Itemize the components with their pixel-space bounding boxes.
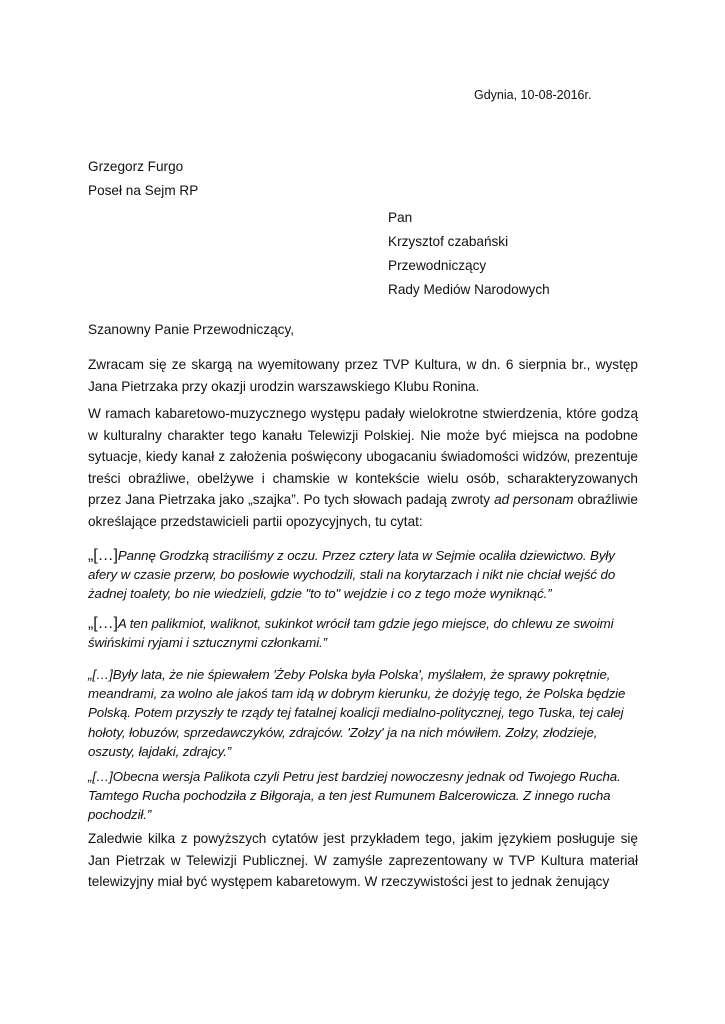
paragraph-conclusion: Zaledwie kilka z powyższych cytatów jest przykładem tego, jakim językiem posługuje się Jan Pietrzak w Telewizji Publicznej. W zamyśle zaprezentowany w TVP Kultura materiał telewizyjny miał być występem kabaretowym. W rzeczywistości jest to jednak żenujący <box>88 831 638 889</box>
paragraph-context-text-b: obraźliwie określające przedstawicieli partii opozycyjnych, tu cytat: <box>88 492 638 529</box>
quote-1-text: Pannę Grodzką straciliśmy z oczu. Przez cztery lata w Sejmie ocaliła dziewictwo. Były afery w czasie przerw, bo posłowie wychodzili, stali na korytarzach i nikt nie chciał wejść do żadnej toalety, bo nie wiedzieli, gdzie "to to" wejdzie i co z tego może wyniknąć.” <box>88 548 616 602</box>
addressee-line-2: Krzysztof czabański <box>388 234 509 249</box>
quote-4 <box>88 767 640 825</box>
quote-1 <box>88 546 640 604</box>
paragraph-context-text-a: W ramach kabaretowo-muzycznego występu padały wielokrotne stwierdzenia, które godzą w kulturalny charakter tego kanału Telewizji Polskiej. Nie może być miejsca na podobne sytuacje, kiedy kanał z założenia poświęcony ubogacaniu świadomości widzów, prezentuje treści obraźliwe, obelżywe i chamskie w kontekście wielu osób, scharakteryzowanych przez Jana Pietrzaka jako „szajka”. Po tych słowach padają zwroty <box>88 406 638 507</box>
quote-4-lead: „[…] <box>88 769 113 784</box>
quote-3 <box>88 665 640 761</box>
quote-4-text: Obecna wersja Palikota czyli Petru jest bardziej nowoczesny jednak od Twojego Rucha. Tamtego Rucha pochodziła z Biłgoraja, a ten jest Rumunem Balcerowicza. Z innego rucha pochodził.” <box>88 769 621 823</box>
quote-3-text: Były lata, że nie śpiewałem 'Żeby Polska była Polska', myślałem, że sprawy pokrętnie, meandrami, za wolno ale jakoś tam idą w dobrym kierunku, że dożyję tego, że Polska będzie Polską. Potem przyszły te rządy tej fatalnej koalicji medialno-politycznej, tego Tuska, tej całej hołoty, łobuzów, sprzedawczyków, zdrajców. 'Zołzy' ja na nich mówiłem. Zołzy, złodzieje, oszusty, łajdaki, zdrajcy.” <box>88 667 626 759</box>
quote-2-text: A ten palikmiot, waliknot, sukinkot wrócił tam gdzie jego miejsce, do chlewu ze swoimi świńskimi ryjami i sztucznymi członkami.” <box>88 616 614 651</box>
letter-date: Gdynia, 10-08-2016r. <box>474 88 592 102</box>
addressee-line-1: Pan <box>388 210 413 225</box>
addressee-block <box>388 206 550 302</box>
sender-block <box>88 155 198 203</box>
quote-2-lead: „[…] <box>88 615 118 632</box>
addressee-line-4: Rady Mediów Narodowych <box>388 282 550 297</box>
quote-2 <box>88 614 640 652</box>
paragraph-context-emphasis: ad personam <box>494 492 574 507</box>
paragraph-complaint: Zwracam się ze skargą na wyemitowany przez TVP Kultura, w dn. 6 sierpnia br., występ Jana Pietrzaka przy okazji urodzin warszawskiego Klubu Ronina. <box>88 357 638 394</box>
salutation: Szanowny Panie Przewodniczący, <box>88 322 295 337</box>
paragraph-context <box>88 403 638 532</box>
sender-title: Poseł na Sejm RP <box>88 183 199 198</box>
sender-name: Grzegorz Furgo <box>88 159 184 174</box>
addressee-line-3: Przewodniczący <box>388 258 487 273</box>
quote-3-lead: „[…] <box>88 667 113 682</box>
quote-1-lead: „[…] <box>88 547 118 564</box>
